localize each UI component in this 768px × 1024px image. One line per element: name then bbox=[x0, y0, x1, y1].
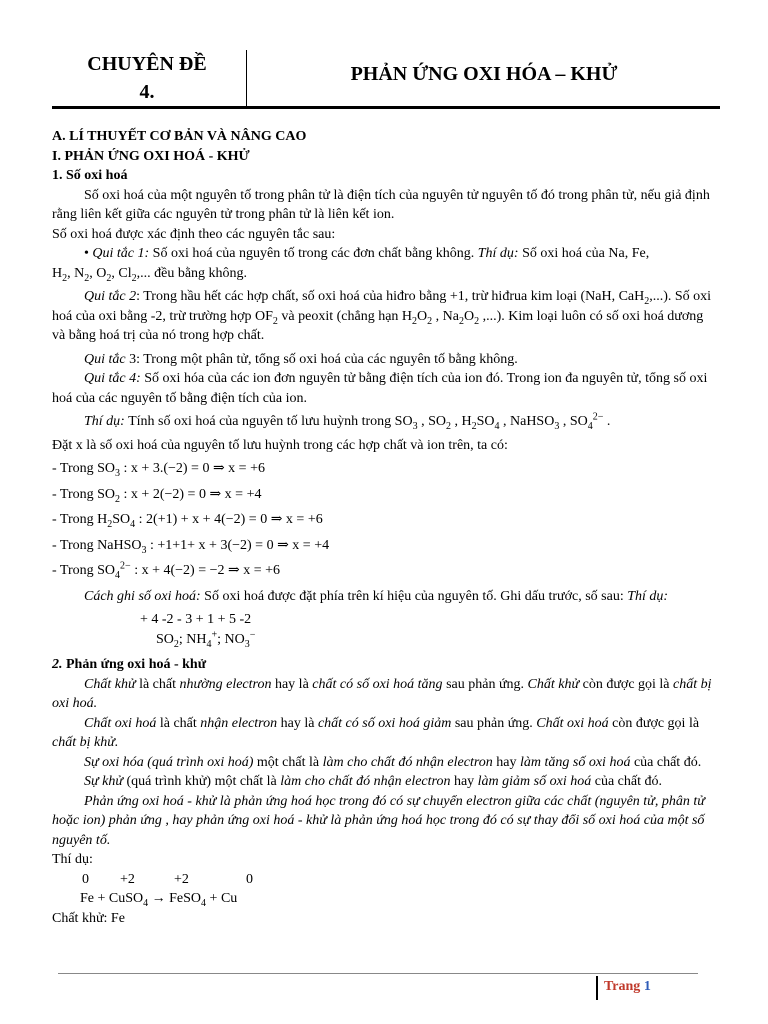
rules-intro: Số oxi hoá được xác định theo các nguyên tắc sau: bbox=[52, 226, 336, 242]
rule-1-paragraph: • Qui tắc 1: Số oxi hoá của nguyên tố trong các đơn chất bằng không. Thí dụ: Số oxi hoá của Na, Fe, bbox=[84, 246, 650, 261]
notation-paragraph: Cách ghi số oxi hoá: Số oxi hoá được đặt phía trên kí hiệu của nguyên tố. Ghi dấu trước, số sau: Thí dụ: bbox=[84, 588, 669, 604]
reducing-agent-paragraph: Chất khử là chất nhường electron hay là chất có số oxi hoá tăng sau phản ứng. Chất khử còn được gọi là chất bị oxi hoá. bbox=[52, 676, 712, 711]
oxidation-paragraph: Sự oxi hóa (quá trình oxi hoá) một chất là làm cho chất đó nhận electron hay làm tăng số oxi hoá của chất đó. bbox=[84, 754, 702, 770]
formula-so4: - Trong $SO_4^{2-}$ : x + 4(−2) = −2 ⇒ x = +6 bbox=[52, 560, 281, 581]
rule-4-paragraph: Qui tắc 4: Số oxi hóa của các ion đơn nguyên tử bằng điện tích của ion đó. Trong ion đa nguyên tử, tổng số oxi hoá của các nguyên tố bằng điện tích của ion. bbox=[52, 371, 708, 406]
reaction-oxidation-states bbox=[52, 870, 716, 890]
rule-1-elements: $H_2$, $N_2$, $O_2$, $Cl_2$,... đều bằng không. bbox=[52, 265, 248, 284]
reaction-equation: Fe + CuSO$_4$ → FeSO$_4$ + Cu bbox=[80, 891, 238, 909]
definition-paragraph: Số oxi hoá của một nguyên tố trong phân tử là điện tích của nguyên tử nguyên tố đó trong phân tử, nếu giả định rằng liên kết giữa các nguyên tử trong phân tử là liên kết ion. bbox=[52, 187, 710, 222]
chapter-label-line1: CHUYÊN ĐỀ bbox=[87, 53, 207, 75]
footer-rule bbox=[58, 973, 698, 974]
oxidation-numbers: + 4 -2 - 3 + 1 + 5 -2 bbox=[140, 612, 252, 627]
chapter-label bbox=[52, 50, 242, 106]
page-number: 1 bbox=[643, 979, 651, 994]
oxidation-species: $SO_2$; $NH_4^+$; $NO_3^-$ bbox=[156, 628, 256, 650]
page-label: Trang bbox=[604, 979, 641, 994]
reduction-paragraph: Sự khử (quá trình khử) một chất là làm cho chất đó nhận electron hay làm giảm số oxi hoá của chất đó. bbox=[84, 774, 662, 789]
ox-state-fe: 0 bbox=[82, 871, 89, 887]
formula-h2so4: - Trong $H_2SO_4$ : 2(+1) + x + 4(−2) = 0 ⇒ x = +6 bbox=[52, 512, 323, 530]
set-x-paragraph: Đặt x là số oxi hoá của nguyên tố lưu huỳnh trong các hợp chất và ion trên, ta có: bbox=[52, 437, 508, 453]
example-paragraph: Thí dụ: Tính số oxi hoá của nguyên tố lưu huỳnh trong $SO_3$ , $SO_2$ , $H_2SO_4$ , NaHSO$_3$ , $SO_4^{2-}$ . bbox=[84, 411, 611, 432]
reducing-agent-fe: Chất khử: Fe bbox=[52, 910, 125, 926]
formula-so2: - Trong $SO_2$ : x + 2(−2) = 0 ⇒ x = +4 bbox=[52, 486, 262, 505]
document-body bbox=[52, 127, 716, 928]
section-a-heading: A. LÍ THUYẾT CƠ BẢN VÀ NÂNG CAO bbox=[52, 129, 307, 144]
redox-definition-paragraph: Phản ứng oxi hoá - khử là phản ứng hoá học trong đó có sự chuyển electron giữa các chất (nguyên tử, phân tử hoặc ion) phản ứng , hay phản ứng oxi hoá - khử là phản ứng hoá học trong đó có sự thay đổi số oxi hoá của một số nguyên tố. bbox=[52, 793, 705, 848]
header-rule bbox=[52, 106, 720, 109]
chapter-number: 4. bbox=[139, 81, 155, 103]
section-1-heading: 1. Số oxi hoá bbox=[52, 168, 128, 183]
ox-state-cu-reactant: +2 bbox=[120, 871, 135, 887]
rule-3-paragraph: Qui tắc 3: Trong một phân tử, tổng số oxi hoá của các nguyên tố bằng không. bbox=[84, 351, 518, 367]
ox-state-cu-product: 0 bbox=[246, 871, 253, 887]
formula-so3: - Trong $SO_3$ : x + 3.(−2) = 0 ⇒ x = +6 bbox=[52, 461, 265, 479]
page-header bbox=[52, 40, 720, 106]
section-2-heading: 2. Phản ứng oxi hoá - khử bbox=[52, 657, 207, 672]
ox-state-fe-product: +2 bbox=[174, 871, 189, 887]
rule-2-paragraph: Qui tắc 2: Trong hầu hết các hợp chất, số oxi hoá của hiđro bằng +1, trừ hiđrua kim loại (NaH, CaH$_2$,...). Số oxi hoá của oxi bằng -2, trừ trường hợp $OF_2$ và peoxit (chẳng hạn $H_2O_2$ , $Na_2O_2$ ,...). Kim loại luôn có số oxi hoá dương và bằng hoá trị của nó trong hợp chất. bbox=[52, 289, 712, 343]
example-label: Thí dụ: bbox=[52, 852, 93, 867]
section-i-heading: I. PHẢN ỨNG OXI HOÁ - KHỬ bbox=[52, 148, 250, 164]
oxidizing-agent-paragraph: Chất oxi hoá là chất nhận electron hay là chất có số oxi hoá giảm sau phản ứng. Chất oxi hoá còn được gọi là chất bị khử. bbox=[52, 715, 700, 750]
header-separator bbox=[246, 50, 247, 108]
page-footer bbox=[596, 976, 651, 1000]
formula-nahso3: - Trong NaHSO$_3$ : +1+1+ x + 3(−2) = 0 ⇒ x = +4 bbox=[52, 537, 330, 556]
chapter-title: PHẢN ỨNG OXI HÓA – KHỬ bbox=[350, 63, 618, 85]
